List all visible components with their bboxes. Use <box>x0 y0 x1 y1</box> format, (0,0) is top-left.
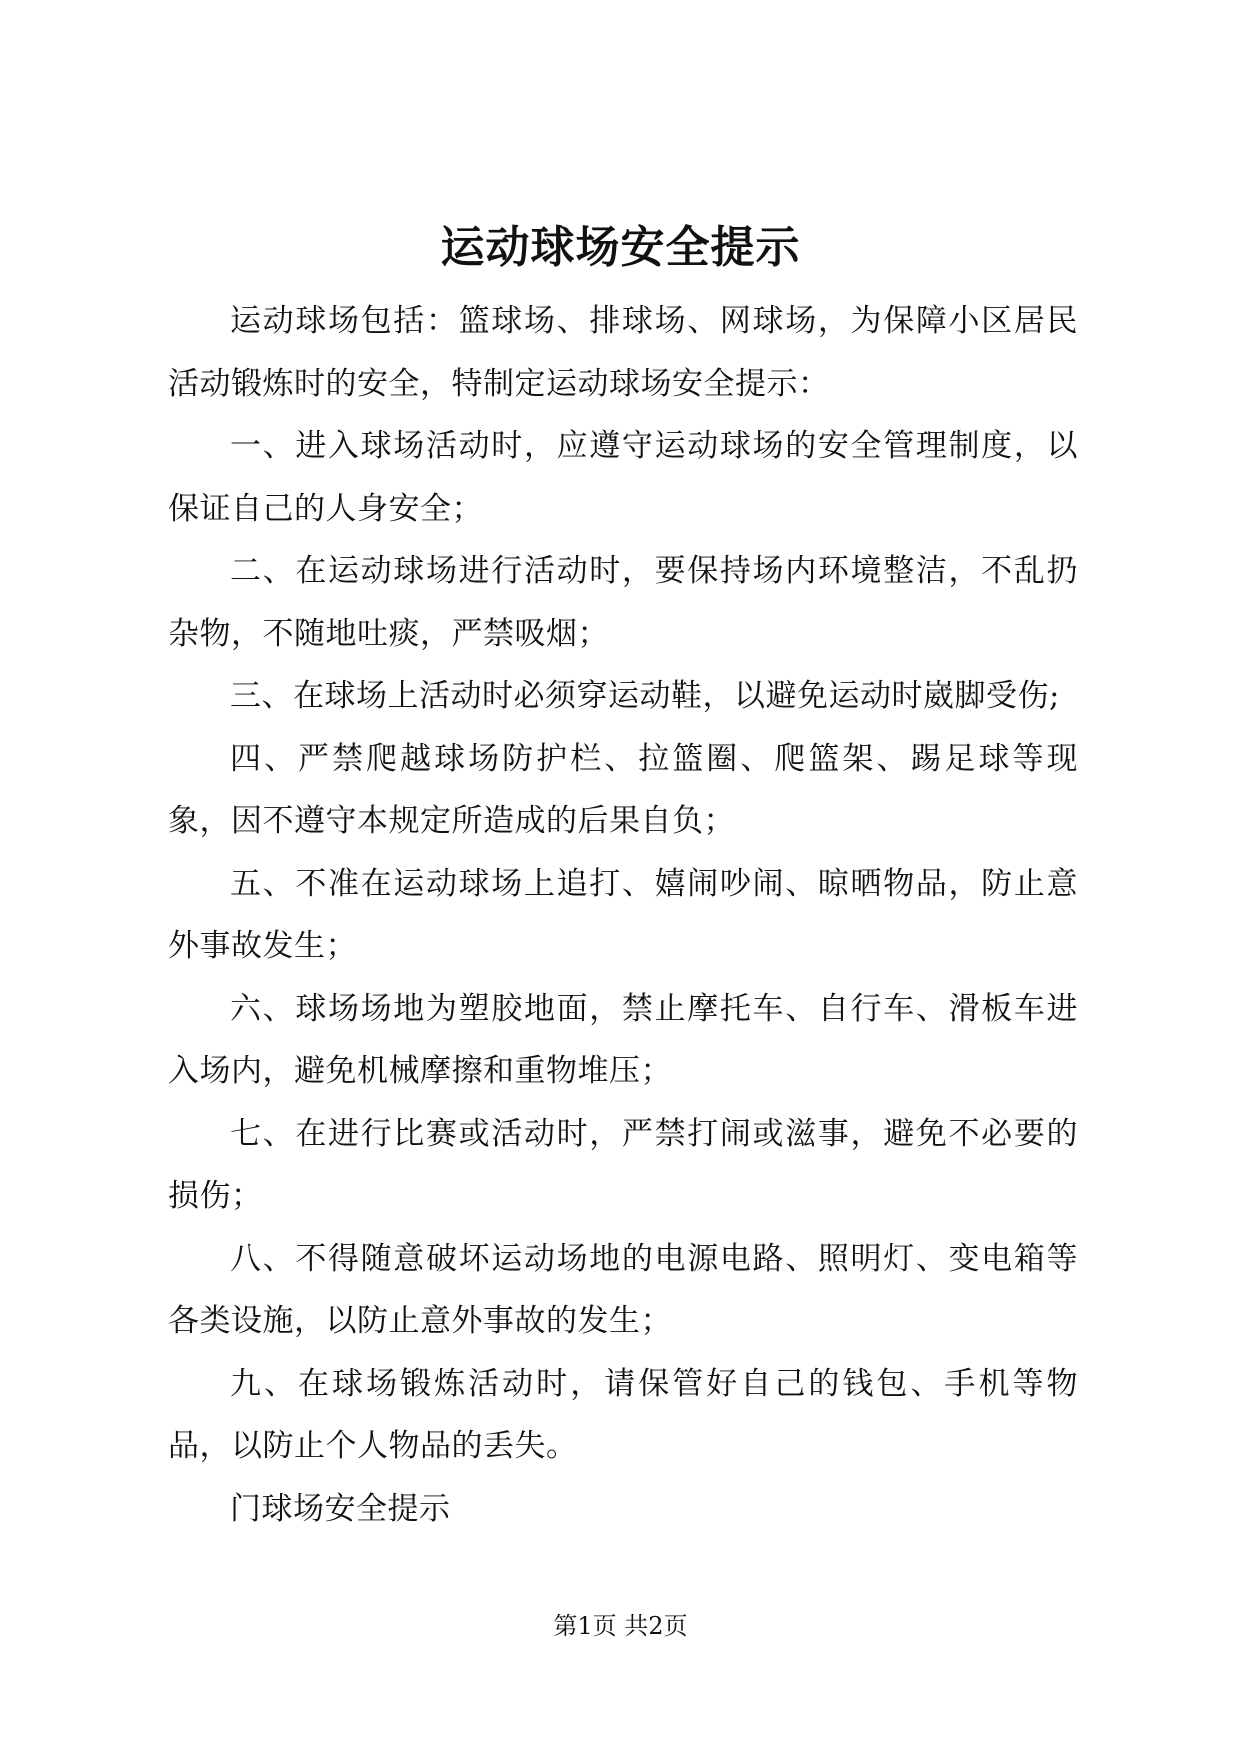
section-heading-gateball: 门球场安全提示 <box>230 1490 451 1527</box>
intro-paragraph: 运动球场包括：篮球场、排球场、网球场，为保障小区居民活动锻炼时的安全，特制定运动球场安全提示： <box>168 303 1078 402</box>
document-body <box>168 290 1078 1540</box>
rule-paragraph-9: 九、在球场锻炼活动时，请保管好自己的钱包、手机等物品，以防止个人物品的丢失。 <box>168 1365 1078 1464</box>
document-title: 运动球场安全提示 <box>440 222 801 273</box>
rule-paragraph-1: 一、进入球场活动时，应遵守运动球场的安全管理制度，以保证自己的人身安全； <box>168 428 1078 527</box>
rule-paragraph-5: 五、不准在运动球场上追打、嬉闹吵闹、晾晒物品，防止意外事故发生； <box>168 865 1078 964</box>
page-footer <box>0 1610 1241 1642</box>
rule-paragraph-6: 六、球场场地为塑胶地面，禁止摩托车、自行车、滑板车进入场内，避免机械摩擦和重物堆压； <box>168 990 1078 1089</box>
rule-paragraph-7: 七、在进行比赛或活动时，严禁打闹或滋事，避免不必要的损伤； <box>168 1115 1078 1214</box>
rule-paragraph-8: 八、不得随意破坏运动场地的电源电路、照明灯、变电箱等各类设施，以防止意外事故的发生； <box>168 1240 1078 1339</box>
rule-paragraph-3: 三、在球场上活动时必须穿运动鞋，以避免运动时崴脚受伤; <box>230 678 1060 714</box>
page-number: 第1页 共2页 <box>553 1612 688 1640</box>
rule-paragraph-2: 二、在运动球场进行活动时，要保持场内环境整洁，不乱扔杂物，不随地吐痰，严禁吸烟； <box>168 553 1078 652</box>
rule-paragraph-4: 四、严禁爬越球场防护栏、拉篮圈、爬篮架、踢足球等现象，因不遵守本规定所造成的后果自负； <box>168 740 1078 839</box>
